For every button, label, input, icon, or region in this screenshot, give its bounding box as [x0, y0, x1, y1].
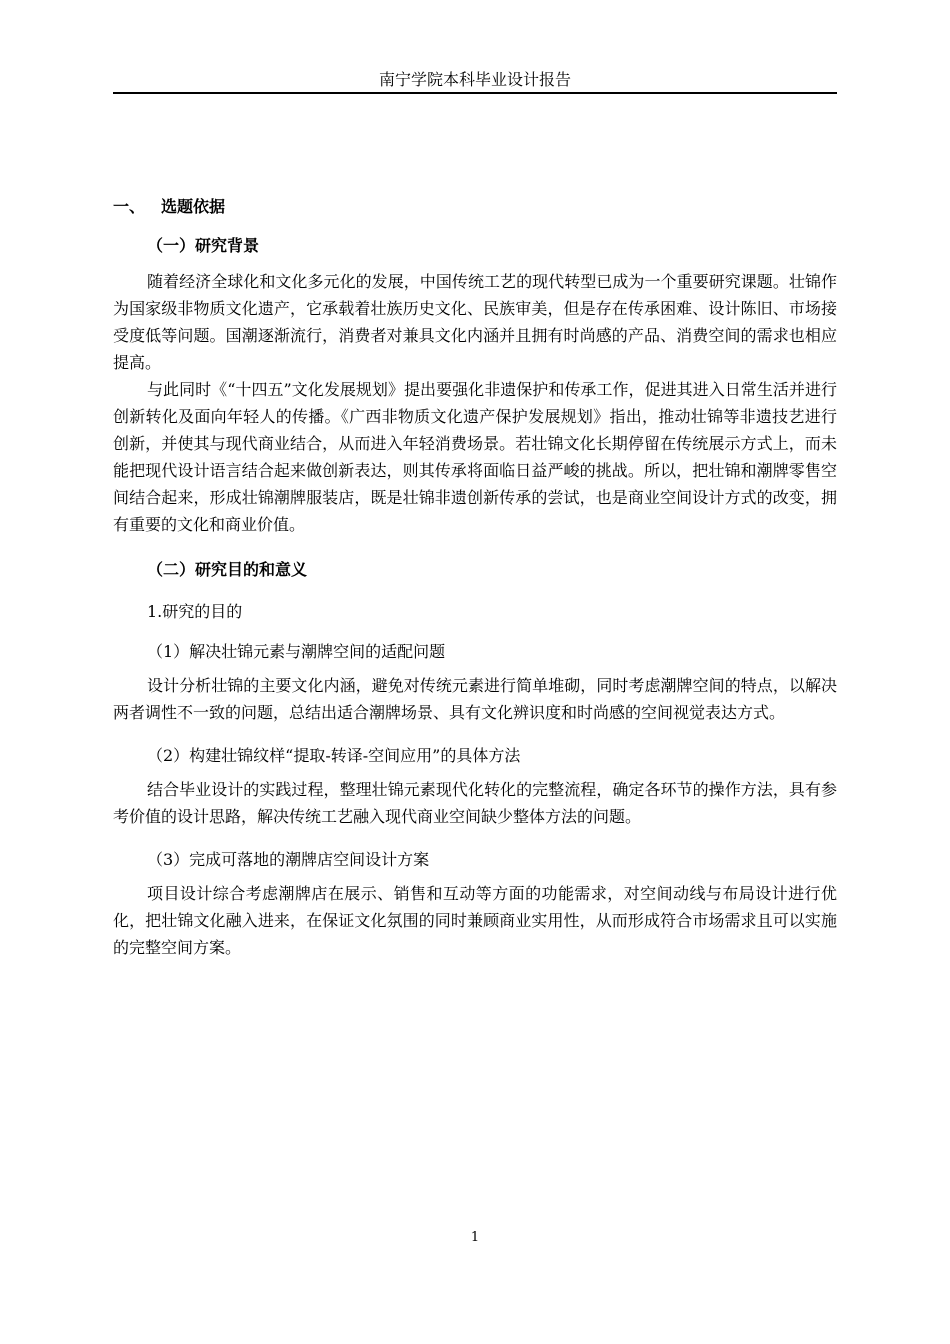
- section-title: 选题依据: [161, 197, 226, 216]
- paragraph: 与此同时《“十四五”文化发展规划》提出要强化非遗保护和传承工作，促进其进入日常生活并进行创新转化及面向年轻人的传播。《广西非物质文化遗产保护发展规划》指出，推动壮锦等非遗技艺进行创新，并使其与现代商业结合，从而进入年轻消费场景。若壮锦文化长期停留在传统展示方式上，而未能把现代设计语言结合起来做创新表达，则其传承将面临日益严峻的挑战。所以，把壮锦和潮牌零售空间结合起来，形成壮锦潮牌服装店，既是壮锦非遗创新传承的尝试，也是商业空间设计方式的改变，拥有重要的文化和商业价值。: [113, 380, 837, 534]
- paragraph: 设计分析壮锦的主要文化内涵，避免对传统元素进行简单堆砌，同时考虑潮牌空间的特点，以解决两者调性不一致的问题，总结出适合潮牌场景、具有文化辨识度和时尚感的空间视觉表达方式。: [113, 676, 837, 722]
- subsection-heading-purpose: （二）研究目的和意义: [147, 560, 308, 579]
- purpose-label: 1.研究的目的: [147, 602, 243, 621]
- item-label: （1）解决壮锦元素与潮牌空间的适配问题: [147, 642, 446, 661]
- section-number: 一、: [113, 197, 146, 216]
- page-number: 1: [470, 1230, 480, 1245]
- paragraph: 项目设计综合考虑潮牌店在展示、销售和互动等方面的功能需求，对空间动线与布局设计进行优化，把壮锦文化融入进来，在保证文化氛围的同时兼顾商业实用性，从而形成符合市场需求且可以实施的完整空间方案。: [113, 884, 837, 957]
- page-header-title: 南宁学院本科毕业设计报告: [378, 70, 571, 89]
- paragraph: 结合毕业设计的实践过程，整理壮锦元素现代化转化的完整流程，确定各环节的操作方法，具有参考价值的设计思路，解决传统工艺融入现代商业空间缺少整体方法的问题。: [113, 780, 837, 826]
- item-label: （2）构建壮锦纹样“提取-转译-空间应用”的具体方法: [147, 746, 521, 765]
- paragraph: 随着经济全球化和文化多元化的发展，中国传统工艺的现代转型已成为一个重要研究课题。壮锦作为国家级非物质文化遗产，它承载着壮族历史文化、民族审美，但是存在传承困难、设计陈旧、市场接受度低等问题。国潮逐渐流行，消费者对兼具文化内涵并且拥有时尚感的产品、消费空间的需求也相应提高。: [113, 272, 837, 372]
- item-label: （3）完成可落地的潮牌店空间设计方案: [147, 850, 430, 869]
- section-heading: [113, 190, 837, 224]
- subsection-heading-background: （一）研究背景: [147, 236, 260, 255]
- document-body: [113, 190, 837, 961]
- header-divider: [113, 92, 837, 94]
